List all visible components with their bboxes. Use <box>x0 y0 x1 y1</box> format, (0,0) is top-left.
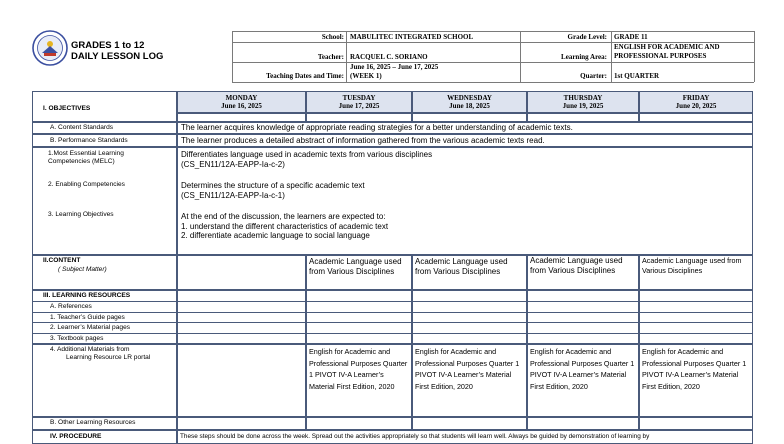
dates-value <box>350 63 438 80</box>
learning-objectives-label: 3. Learning Objectives <box>48 211 114 218</box>
learning-objectives-line-2: 1. understand the different characteristics of academic text <box>181 221 389 231</box>
day-name: WEDNESDAY <box>447 94 492 102</box>
melc-label-line-1: 1.Most Essential Learning <box>48 150 124 157</box>
dll-title <box>71 40 163 62</box>
learning-area-line-2: PROFESSIONAL PURPOSES <box>614 51 707 60</box>
title-line-2: DAILY LESSON LOG <box>71 51 164 62</box>
learning-objectives-line-1: At the end of the discussion, the learners are expected to: <box>181 212 386 221</box>
day-name: TUESDAY <box>342 94 376 102</box>
learning-area-label: Learning Area: <box>561 53 607 61</box>
dates-value-line-2: (WEEK 1) <box>350 71 382 80</box>
learners-material-label: 2. Learner’s Material pages <box>50 324 131 331</box>
performance-standards-label: B. Performance Standards <box>50 137 128 144</box>
procedure-label: IV. PROCEDURE <box>50 433 102 440</box>
content-standards-text: The learner acquires knowledge of appropriate reading strategies for a better understanding of academic texts. <box>181 123 573 132</box>
additional-materials-line-1: 4. Additional Materials from <box>50 346 130 353</box>
learning-objectives-line-3: 2. differentiate academic language to social language <box>181 231 370 240</box>
content-friday: Academic Language used from Various Disciplines <box>642 256 742 275</box>
day-header-wednesday <box>412 94 527 110</box>
enabling-competencies-text <box>181 181 365 200</box>
enabling-text-line-1: Determines the structure of a specific academic text <box>181 181 365 190</box>
content-label: II.CONTENT <box>43 257 81 264</box>
day-name: FRIDAY <box>682 94 710 102</box>
day-name: MONDAY <box>225 94 258 102</box>
additional-materials-label <box>50 346 150 362</box>
grade-level-value: GRADE 11 <box>614 33 648 41</box>
teacher-value: RACQUEL C. SORIANO <box>350 53 428 61</box>
school-value: MABULITEC INTEGRATED SCHOOL <box>350 33 474 41</box>
teacher-label: Teacher: <box>317 53 344 61</box>
references-label: A. References <box>50 303 92 310</box>
day-header-monday <box>177 94 306 110</box>
melc-label-line-2: Competencies (MELC) <box>48 158 115 165</box>
content-tuesday: Academic Language used from Various Disciplines <box>309 257 402 276</box>
deped-seal-logo <box>32 30 68 66</box>
grade-level-label: Grade Level: <box>567 33 607 41</box>
dates-label: Teaching Dates and Time: <box>266 72 344 80</box>
objectives-heading: I. OBJECTIVES <box>43 105 91 112</box>
day-date: June 19, 2025 <box>562 102 604 110</box>
material-friday: English for Academic and Professional Purposes Quarter 1 PIVOT IV-A Learner’s Material First Edition, 2020 <box>642 347 747 391</box>
day-date: June 20, 2025 <box>675 102 717 110</box>
day-name: THURSDAY <box>563 94 603 102</box>
teachers-guide-label: 1. Teacher’s Guide pages <box>50 314 125 321</box>
additional-materials-line-2: Learning Resource LR portal <box>66 354 151 361</box>
material-wednesday: English for Academic and Professional Purposes Quarter 1 PIVOT IV-A Learner’s Material First Edition, 2020 <box>415 347 520 391</box>
school-label: School: <box>321 33 344 41</box>
quarter-value: 1st QUARTER <box>614 72 660 80</box>
melc-text <box>181 150 432 169</box>
learning-area-line-1: ENGLISH FOR ACADEMIC AND <box>614 43 720 51</box>
performance-standards-text: The learner produces a detailed abstract of information gathered from the various academic texts read. <box>181 136 545 145</box>
day-date: June 18, 2025 <box>449 102 490 110</box>
melc-text-line-1: Differentiates language used in academic texts from various disciplines <box>181 150 433 159</box>
melc-label <box>48 150 124 166</box>
learning-area-value <box>614 43 720 60</box>
enabling-competencies-label: 2. Enabling Competencies <box>48 181 125 188</box>
learning-resources-heading: III. LEARNING RESOURCES <box>43 292 131 299</box>
melc-text-line-2: (CS_EN11/12A-EAPP-Ia-c-2) <box>181 159 285 169</box>
material-tuesday: English for Academic and Professional Purposes Quarter 1 PIVOT IV-A Learner’s Material First Edition, 2020 <box>309 347 408 391</box>
content-standards-label: A. Content Standards <box>50 124 114 131</box>
content-wednesday: Academic Language used from Various Disciplines <box>415 257 508 276</box>
title-line-1: GRADES 1 to 12 <box>71 40 145 51</box>
enabling-text-line-2: (CS_EN11/12A-EAPP-Ia-c-1) <box>181 190 285 200</box>
material-thursday: English for Academic and Professional Purposes Quarter 1 PIVOT IV-A Learner’s Material First Edition, 2020 <box>530 347 635 391</box>
day-header-tuesday <box>306 94 412 110</box>
day-header-friday <box>639 94 753 110</box>
procedure-text: These steps should be done across the week. Spread out the activities appropriately so that students will learn well. Always be guided by demonstration of learning by <box>180 433 650 440</box>
other-resources-label: B. Other Learning Resources <box>50 419 136 426</box>
textbook-label: 3. Textbook pages <box>50 335 104 342</box>
day-header-thursday <box>527 94 639 110</box>
learning-objectives-text <box>181 212 388 241</box>
quarter-label: Quarter: <box>580 72 607 80</box>
day-date: June 17, 2025 <box>338 102 380 110</box>
dates-value-line-1: June 16, 2025 – June 17, 2025 <box>350 63 439 71</box>
content-thursday: Academic Language used from Various Disciplines <box>530 256 623 275</box>
content-sublabel: ( Subject Matter) <box>58 266 107 273</box>
day-date: June 16, 2025 <box>221 102 262 110</box>
